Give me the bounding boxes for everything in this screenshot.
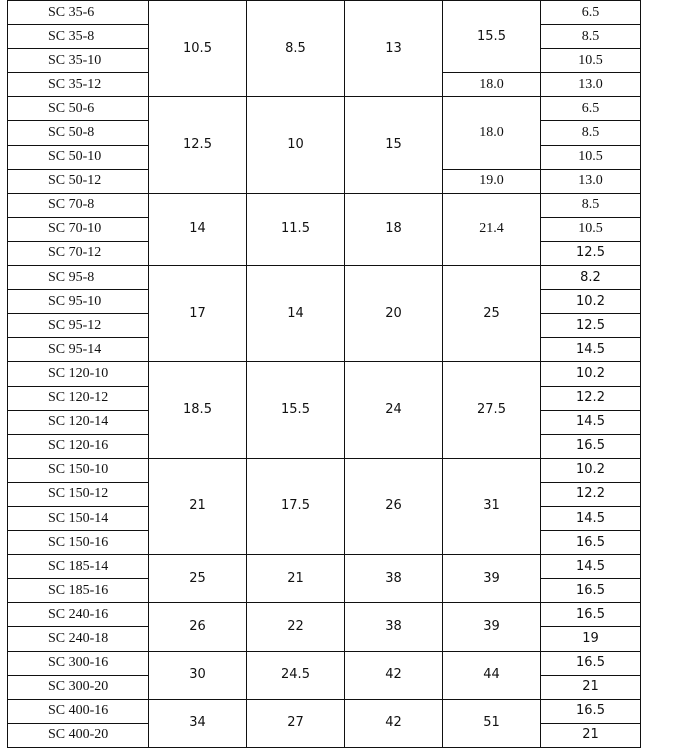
c6-cell: 10.5 xyxy=(541,217,641,241)
c6-cell: 14.5 xyxy=(541,338,641,362)
model-cell: SC 120-16 xyxy=(8,434,149,458)
model-cell: SC 70-12 xyxy=(8,241,149,265)
c6-cell: 16.5 xyxy=(541,603,641,627)
group-c5-cell: 18.0 xyxy=(443,73,541,97)
model-cell: SC 120-14 xyxy=(8,410,149,434)
model-cell: SC 150-14 xyxy=(8,506,149,530)
group-c2-cell: 10.5 xyxy=(149,1,247,97)
model-cell: SC 300-16 xyxy=(8,651,149,675)
model-cell: SC 120-12 xyxy=(8,386,149,410)
group-c3-cell: 22 xyxy=(247,603,345,651)
model-cell: SC 35-8 xyxy=(8,25,149,49)
c6-cell: 8.5 xyxy=(541,25,641,49)
group-c4-cell: 20 xyxy=(345,266,443,362)
group-c2-cell: 12.5 xyxy=(149,97,247,193)
group-c5-cell: 39 xyxy=(443,603,541,651)
model-cell: SC 185-14 xyxy=(8,555,149,579)
group-c4-cell: 24 xyxy=(345,362,443,458)
group-c5-cell: 27.5 xyxy=(443,362,541,458)
group-c4-cell: 13 xyxy=(345,1,443,97)
group-c2-cell: 18.5 xyxy=(149,362,247,458)
group-c3-cell: 24.5 xyxy=(247,651,345,699)
model-cell: SC 185-16 xyxy=(8,579,149,603)
group-c2-cell: 14 xyxy=(149,193,247,265)
table-row xyxy=(8,603,641,627)
table-row xyxy=(8,555,641,579)
c6-cell: 16.5 xyxy=(541,699,641,723)
model-cell: SC 95-14 xyxy=(8,338,149,362)
table-row xyxy=(8,699,641,723)
c6-cell: 19 xyxy=(541,627,641,651)
c6-cell: 6.5 xyxy=(541,1,641,25)
group-c3-cell: 14 xyxy=(247,266,345,362)
model-cell: SC 300-20 xyxy=(8,675,149,699)
c6-cell: 8.5 xyxy=(541,121,641,145)
c6-cell: 10.5 xyxy=(541,49,641,73)
group-c5-cell: 44 xyxy=(443,651,541,699)
model-cell: SC 50-8 xyxy=(8,121,149,145)
group-c5-cell: 21.4 xyxy=(443,193,541,265)
group-c3-cell: 17.5 xyxy=(247,458,345,554)
c6-cell: 16.5 xyxy=(541,651,641,675)
model-cell: SC 70-8 xyxy=(8,193,149,217)
table-row xyxy=(8,1,641,25)
c6-cell: 12.2 xyxy=(541,386,641,410)
c6-cell: 8.2 xyxy=(541,266,641,290)
c6-cell: 6.5 xyxy=(541,97,641,121)
c6-cell: 10.2 xyxy=(541,458,641,482)
c6-cell: 8.5 xyxy=(541,193,641,217)
model-cell: SC 35-10 xyxy=(8,49,149,73)
model-cell: SC 50-12 xyxy=(8,169,149,193)
c6-cell: 16.5 xyxy=(541,531,641,555)
model-cell: SC 150-10 xyxy=(8,458,149,482)
group-c3-cell: 8.5 xyxy=(247,1,345,97)
spec-table xyxy=(7,0,641,748)
group-c3-cell: 15.5 xyxy=(247,362,345,458)
model-cell: SC 50-6 xyxy=(8,97,149,121)
group-c2-cell: 34 xyxy=(149,699,247,747)
model-cell: SC 150-12 xyxy=(8,482,149,506)
c6-cell: 12.2 xyxy=(541,482,641,506)
group-c4-cell: 42 xyxy=(345,699,443,747)
group-c5-cell: 31 xyxy=(443,458,541,554)
table-row xyxy=(8,362,641,386)
model-cell: SC 50-10 xyxy=(8,145,149,169)
model-cell: SC 120-10 xyxy=(8,362,149,386)
group-c2-cell: 21 xyxy=(149,458,247,554)
group-c5-cell: 19.0 xyxy=(443,169,541,193)
model-cell: SC 95-8 xyxy=(8,266,149,290)
c6-cell: 13.0 xyxy=(541,169,641,193)
model-cell: SC 95-12 xyxy=(8,314,149,338)
group-c4-cell: 18 xyxy=(345,193,443,265)
c6-cell: 14.5 xyxy=(541,410,641,434)
group-c3-cell: 21 xyxy=(247,555,345,603)
model-cell: SC 35-12 xyxy=(8,73,149,97)
c6-cell: 12.5 xyxy=(541,314,641,338)
group-c5-cell: 18.0 xyxy=(443,97,541,169)
group-c3-cell: 10 xyxy=(247,97,345,193)
c6-cell: 14.5 xyxy=(541,555,641,579)
group-c4-cell: 42 xyxy=(345,651,443,699)
group-c4-cell: 38 xyxy=(345,603,443,651)
group-c2-cell: 30 xyxy=(149,651,247,699)
group-c4-cell: 38 xyxy=(345,555,443,603)
group-c2-cell: 17 xyxy=(149,266,247,362)
model-cell: SC 150-16 xyxy=(8,531,149,555)
c6-cell: 21 xyxy=(541,675,641,699)
c6-cell: 10.2 xyxy=(541,362,641,386)
table-row xyxy=(8,97,641,121)
table-row xyxy=(8,458,641,482)
group-c5-cell: 51 xyxy=(443,699,541,747)
c6-cell: 21 xyxy=(541,723,641,747)
table-row xyxy=(8,266,641,290)
group-c5-cell: 39 xyxy=(443,555,541,603)
group-c2-cell: 25 xyxy=(149,555,247,603)
model-cell: SC 70-10 xyxy=(8,217,149,241)
model-cell: SC 400-20 xyxy=(8,723,149,747)
model-cell: SC 240-18 xyxy=(8,627,149,651)
group-c4-cell: 26 xyxy=(345,458,443,554)
model-cell: SC 400-16 xyxy=(8,699,149,723)
group-c3-cell: 11.5 xyxy=(247,193,345,265)
group-c5-cell: 15.5 xyxy=(443,1,541,73)
table-row xyxy=(8,193,641,217)
model-cell: SC 35-6 xyxy=(8,1,149,25)
c6-cell: 10.2 xyxy=(541,290,641,314)
table-row xyxy=(8,651,641,675)
c6-cell: 16.5 xyxy=(541,579,641,603)
group-c5-cell: 25 xyxy=(443,266,541,362)
c6-cell: 16.5 xyxy=(541,434,641,458)
model-cell: SC 95-10 xyxy=(8,290,149,314)
group-c3-cell: 27 xyxy=(247,699,345,747)
group-c4-cell: 15 xyxy=(345,97,443,193)
c6-cell: 13.0 xyxy=(541,73,641,97)
model-cell: SC 240-16 xyxy=(8,603,149,627)
spec-table-body xyxy=(8,1,641,748)
c6-cell: 14.5 xyxy=(541,506,641,530)
c6-cell: 10.5 xyxy=(541,145,641,169)
c6-cell: 12.5 xyxy=(541,241,641,265)
group-c2-cell: 26 xyxy=(149,603,247,651)
